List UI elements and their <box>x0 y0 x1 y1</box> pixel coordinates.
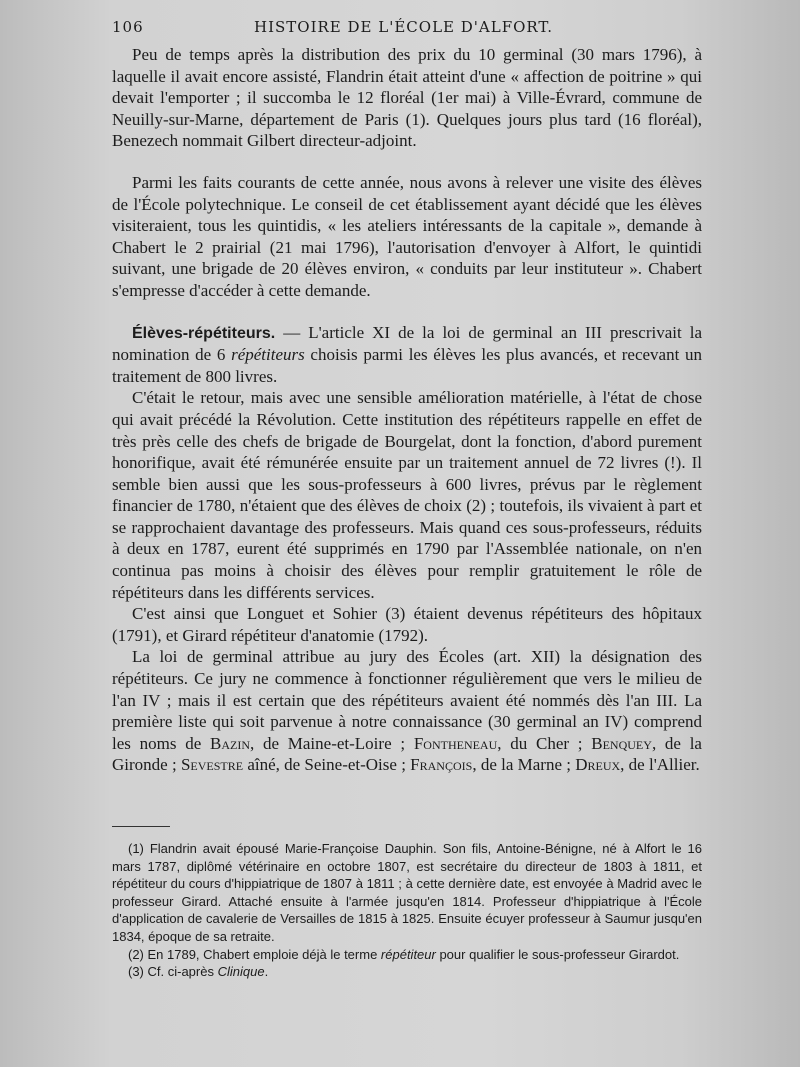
page-number: 106 <box>112 18 144 36</box>
running-title: HISTOIRE DE L'ÉCOLE D'ALFORT. <box>254 18 553 36</box>
paragraph-flandrin: Peu de temps après la distribution des prix du 10 germinal (30 mars 1796), à laquelle il avait encore assisté, Flandrin était atteint d'une « affection de poitrine » qui devait l'emporter ; il succomba le 12 floréal (1er mai) à Ville-Évrard, commune de Neuilly-sur-Marne, département de Paris (1). Quelques jours plus tard (16 floréal), Benezech nommait Gilbert directeur-adjoint. <box>112 45 702 151</box>
footnotes <box>112 840 702 981</box>
paragraph-loi-germinal: La loi de germinal attribue au jury des Écoles (art. XII) la désignation des répétiteurs. Ce jury ne commence à fonctionner régulièrement que vers le milieu de l'an IV ; mais il est certain que des répétiteurs avaient été nommés dès l'an III. La première liste qui soit parvenue à notre connaissance (30 germinal an IV) comprend les noms de Bazin, de Maine-et-Loire ; Fontheneau, du Cher ; Benquey, de la Gironde ; Sevestre aîné, de Seine-et-Oise ; François, de la Marne ; Dreux, de l'Allier. <box>112 647 702 775</box>
section-heading: Élèves-répétiteurs. <box>132 324 276 342</box>
body-text <box>112 44 702 776</box>
footnote-3: (3) Cf. ci-après Clinique. <box>128 964 269 980</box>
paragraph-polytechnique: Parmi les faits courants de cette année, nous avons à relever une visite des élèves de l'École polytechnique. Le conseil de cet établissement ayant décidé que les élèves visiteraient, tous les quintidis, « les ateliers intéressants de la capitale », demande à Chabert le 2 prairial (21 mai 1796), l'autorisation d'envoyer à Alfort, le quintidi suivant, une brigade de 20 élèves environ, « conduits par leur instituteur ». Chabert s'empresse d'accéder à cette demande. <box>112 172 702 300</box>
footnote-2: (2) En 1789, Chabert emploie déjà le terme répétiteur pour qualifier le sous-professeur Girardot. <box>128 946 680 962</box>
footnote-rule <box>112 826 170 827</box>
footnote-1: (1) Flandrin avait épousé Marie-Françoise Dauphin. Son fils, Antoine-Bénigne, né à Alfort le 16 mars 1787, diplômé vétérinaire en octobre 1807, est secrétaire du directeur de 1803 à 1811, et répétiteur du cours d'hippiatrique de 1807 à 1811 ; à cette dernière date, est envoyée à Madrid avec le professeur Girard. Attaché ensuite à l'armée jusqu'en 1814. Professeur d'hippiatrique à l'École d'application de cavalerie de Versailles de 1815 à 1825. Ensuite écuyer professeur à Saumur jusqu'en 1834, époque de sa retraite. <box>112 841 702 944</box>
paragraph-eleves-repetiteurs: Élèves-répétiteurs. — L'article XI de la loi de germinal an III prescrivait la nomination de 6 répétiteurs choisis parmi les élèves les plus avancés, et recevant un traitement de 800 livres. <box>112 322 703 386</box>
paragraph-longuet-sohier: C'est ainsi que Longuet et Sohier (3) étaient devenus répétiteurs des hôpitaux (1791), et Girard répétiteur d'anatomie (1792). <box>112 604 702 645</box>
paragraph-retour: C'était le retour, mais avec une sensible amélioration matérielle, à l'état de chose qui avait précédé la Révolution. Cette institution des répétiteurs rappelle en effet de très près celle des chefs de brigade de Bourgelat, dont la fonction, d'abord purement honorifique, avait été rémunérée ensuite par un traitement annuel de 72 livres (!). Il semble bien aussi que les sous-professeurs à 600 livres, prévus par le règlement financier de 1780, n'étaient que des élèves de choix (2) ; toutefois, ils vivaient à part et se rapprochaient davantage des professeurs. Mais quand ces sous-professeurs, réduits à deux en 1787, eurent été supprimés en 1790 par l'Assemblée nationale, on n'en continua pas moins à choisir des élèves pour remplir gratuitement le rôle de répétiteurs dans les différents services. <box>112 388 702 602</box>
